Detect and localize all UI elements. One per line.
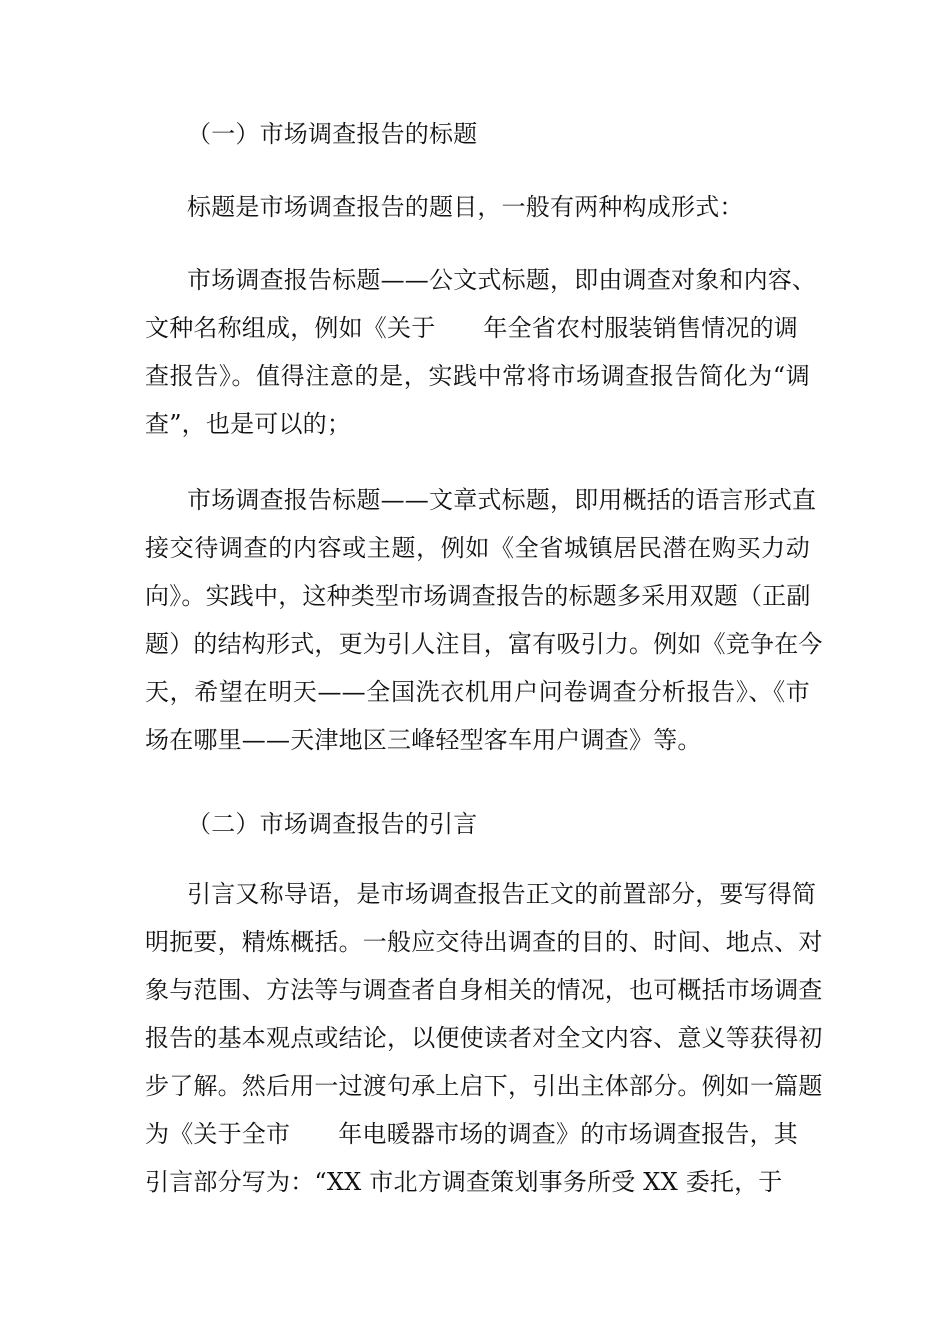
paragraph-line-with-gap bbox=[145, 304, 810, 352]
paragraph-line: 查”，也是可以的； bbox=[145, 410, 352, 438]
paragraph-line: 天，希望在明天——全国洗衣机用户问卷调查分析报告》、《市 bbox=[145, 678, 810, 706]
paragraph-line: 报告的基本观点或结论，以便使读者对全文内容、意义等获得初 bbox=[145, 1024, 823, 1052]
paragraph-line: 步了解。然后用一过渡句承上启下，引出主体部分。例如一篇题 bbox=[145, 1072, 823, 1100]
paragraph-line-part: 为《关于全市 bbox=[145, 1120, 291, 1148]
paragraph-line-part: 文种名称组成，例如《关于 bbox=[145, 314, 436, 342]
paragraph-official-title bbox=[145, 256, 817, 448]
paragraph-line: 接交待调查的内容或主题，例如《全省城镇居民潜在购买力动 bbox=[145, 534, 810, 562]
paragraph-line: 引言又称导语，是市场调查报告正文的前置部分，要写得简 bbox=[187, 880, 817, 908]
paragraph-introduction bbox=[145, 870, 823, 1206]
paragraph-line: 向》。实践中，这种类型市场调查报告的标题多采用双题（正副 bbox=[145, 582, 811, 610]
paragraph-line: 题）的结构形式，更为引人注目，富有吸引力。例如《竞争在今 bbox=[145, 630, 823, 658]
section-heading-text: （一）市场调查报告的标题 bbox=[187, 120, 478, 148]
section-heading-2 bbox=[145, 800, 810, 848]
paragraph-line-part: 年电暖器市场的调查》的市场调查报告，其 bbox=[338, 1120, 799, 1148]
section-heading-1 bbox=[145, 110, 810, 158]
paragraph-line-part: 年全省农村服装销售情况的调 bbox=[483, 314, 799, 342]
section-heading-text: （二）市场调查报告的引言 bbox=[187, 810, 478, 838]
paragraph-line-with-gap bbox=[145, 1110, 810, 1158]
paragraph-line: 引言部分写为：“XX 市北方调查策划事务所受 XX 委托，于 bbox=[145, 1168, 783, 1196]
paragraph-title-intro bbox=[145, 183, 810, 231]
paragraph-line: 查报告》。值得注意的是，实践中常将市场调查报告简化为“调 bbox=[145, 362, 810, 390]
paragraph-line: 标题是市场调查报告的题目，一般有两种构成形式： bbox=[187, 193, 744, 221]
paragraph-line: 明扼要，精炼概括。一般应交待出调查的目的、时间、地点、对 bbox=[145, 928, 823, 956]
paragraph-line: 场在哪里——天津地区三峰轻型客车用户调查》等。 bbox=[145, 726, 702, 754]
paragraph-line: 市场调查报告标题——公文式标题，即由调查对象和内容、 bbox=[187, 266, 817, 294]
paragraph-article-title bbox=[145, 476, 823, 764]
paragraph-line: 象与范围、方法等与调查者自身相关的情况，也可概括市场调查 bbox=[145, 976, 823, 1004]
paragraph-line: 市场调查报告标题——文章式标题，即用概括的语言形式直 bbox=[187, 486, 817, 514]
